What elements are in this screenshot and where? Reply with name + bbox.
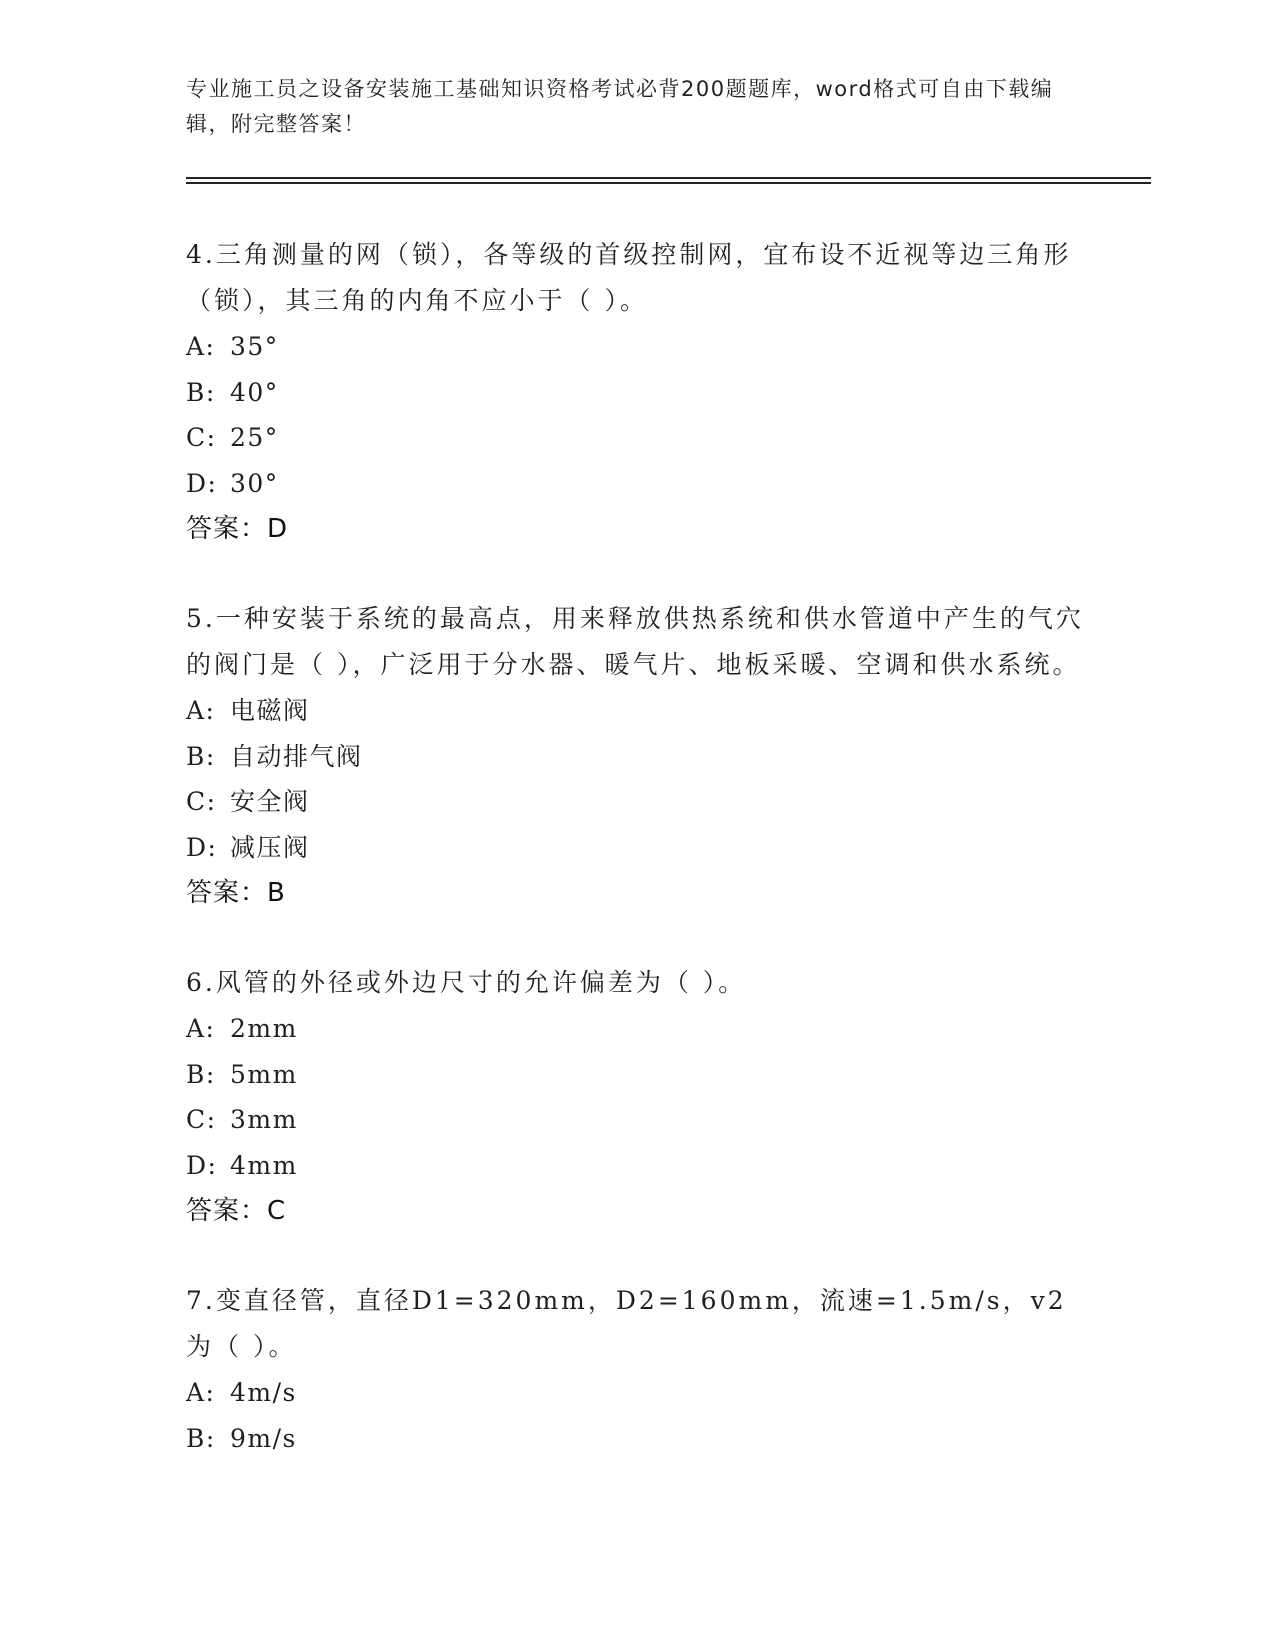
option-b [186,1052,1086,1098]
document-header [186,72,1066,142]
option-label: B: [186,1423,216,1453]
header-text: 专业施工员之设备安装施工基础知识资格考试必背200题题库，word格式可自由下载编辑，附完整答案！ [186,77,1054,136]
option-label: A: [186,696,216,725]
option-a [186,688,1086,734]
answer-text: 答案：D [186,514,289,544]
option-label: A: [186,1378,216,1407]
question-4 [186,232,1086,552]
option-a [186,1006,1086,1052]
option-b [186,370,1086,416]
option-b [186,1416,1086,1462]
option-d [186,825,1086,871]
option-label: D: [186,832,218,862]
answer-text: 答案：C [186,1196,287,1226]
option-a [186,1370,1086,1416]
option-a [186,324,1086,370]
option-label: C: [186,1105,217,1134]
option-text: 减压阀 [230,832,310,862]
option-text: 25° [230,423,279,452]
option-text: 5mm [230,1059,298,1089]
header-divider-bottom [186,182,1151,184]
option-label: C: [186,423,217,452]
question-list [186,232,1086,1505]
option-text: 电磁阀 [230,696,310,725]
option-text: 3mm [230,1105,298,1134]
option-label: B: [186,1059,216,1089]
option-d [186,1143,1086,1189]
option-text: 自动排气阀 [230,741,363,771]
option-c [186,415,1086,461]
answer-text: 答案：B [186,878,286,908]
option-label: D: [186,1150,218,1180]
question-text: 4.三角测量的网（锁），各等级的首级控制网，宜布设不近视等边三角形（锁），其三角的内角不应小于（ ）。 [186,240,1072,315]
option-text: 2mm [230,1014,298,1043]
option-label: B: [186,741,216,771]
option-text: 40° [230,377,279,407]
option-text: 4m/s [230,1378,297,1407]
option-text: 35° [230,332,279,361]
option-label: D: [186,468,218,498]
option-label: A: [186,332,216,361]
option-label: A: [186,1014,216,1043]
question-text: 7.变直径管，直径D1=320mm，D2=160mm，流速=1.5m/s，v2为（ ）。 [186,1286,1067,1361]
question-7 [186,1278,1086,1461]
header-divider-top [186,177,1151,179]
option-label: B: [186,377,216,407]
question-text: 6.风管的外径或外边尺寸的允许偏差为（ ）。 [186,968,747,997]
question-text: 5.一种安装于系统的最高点，用来释放供热系统和供水管道中产生的气穴的阀门是（ ），广泛用于分水器、暖气片、地板采暖、空调和供水系统。 [186,604,1084,679]
question-5 [186,596,1086,916]
option-d [186,461,1086,507]
option-text: 30° [230,468,279,498]
option-b [186,734,1086,780]
option-c [186,1097,1086,1143]
option-text: 安全阀 [230,787,310,816]
option-label: C: [186,787,217,816]
option-c [186,779,1086,825]
option-text: 4mm [230,1150,298,1180]
option-text: 9m/s [230,1423,297,1453]
question-6 [186,960,1086,1234]
